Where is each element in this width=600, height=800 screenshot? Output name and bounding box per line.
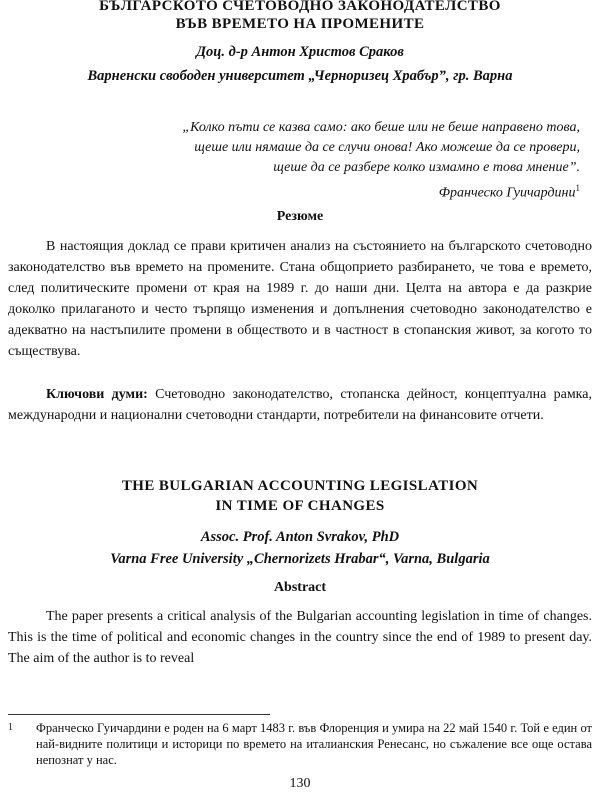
resume-body (8, 236, 592, 362)
bg-title-line2: ВЪВ ВРЕМЕТО НА ПРОМЕНИТЕ (175, 16, 425, 32)
epigraph-line2: щеше или нямаше да се случи онова! Ако можеше да се провери, (194, 140, 580, 155)
bg-title-line1: БЪЛГАРСКОТО СЧЕТОВОДНО ЗАКОНОДАТЕЛСТВО (99, 0, 501, 14)
bg-author-affiliation: Варненски свободен университет „Черноризец Храбър”, гр. Варна (87, 68, 513, 84)
footnote-divider (8, 714, 270, 715)
abstract-heading: Abstract (273, 580, 327, 595)
epigraph-footnote-mark: 1 (575, 183, 580, 193)
keywords-label: Ключови думи: (46, 387, 148, 402)
page-number: 130 (289, 776, 311, 791)
abstract-text: The paper presents a critical analysis of the Bulgarian accounting legislation in time of changes. This is the time of political and economic changes in the country since the end of 1989 to present day. The aim of the author is to reveal (8, 609, 592, 666)
resume-text: В настоящия доклад се прави критичен анализ на състоянието на българското счетоводно законодателство във времето на промените. Стана общоприето разбирането, че това е времето, след политическите промени от края на 1989 г. до наши дни. Целта на автора е да разкрие доколко прилаганото и често търпящо изменения и допълнения счетоводно законодателство е адекватно на настъпилите промени в обществото и в частност в стопанския живот, за когото то съществува. (8, 239, 592, 359)
epigraph-line3: щеше да се разбере колко измамно е това мнение”. (273, 160, 580, 175)
en-author-name: Assoc. Prof. Anton Svrakov, PhD (200, 529, 400, 545)
en-title-line2: IN TIME OF CHANGES (215, 498, 385, 514)
keywords-paragraph (8, 384, 592, 426)
footnote (8, 720, 592, 768)
bg-author-name: Доц. д-р Антон Христов Сраков (196, 44, 404, 60)
footnote-text: Франческо Гуичардини е роден на 6 март 1483 г. във Флоренция и умира на 22 май 1540 г. Той е един от най-видните политици и историци по времето на италианския Ренесанс, но съжаление все още остава непознат у нас. (36, 721, 592, 767)
epigraph-attribution (20, 178, 580, 204)
keywords-text: Счетоводно законодателство, стопанска дейност, концептуална рамка, международни и национални счетоводни стандарти, потребители на финансовите отчети. (8, 387, 592, 423)
en-author-affiliation: Varna Free University „Chernorizets Hrabar“, Varna, Bulgaria (110, 551, 490, 567)
en-title-line1: THE BULGARIAN ACCOUNTING LEGISLATION (121, 478, 479, 494)
epigraph-line1: „Колко пъти се казва само: ако беше или не беше направено това, (182, 120, 580, 135)
abstract-body (8, 606, 592, 669)
resume-heading: Резюме (276, 209, 324, 224)
footnote-mark: 1 (8, 722, 13, 733)
epigraph-author: Франческо Гуичардини (438, 185, 576, 201)
